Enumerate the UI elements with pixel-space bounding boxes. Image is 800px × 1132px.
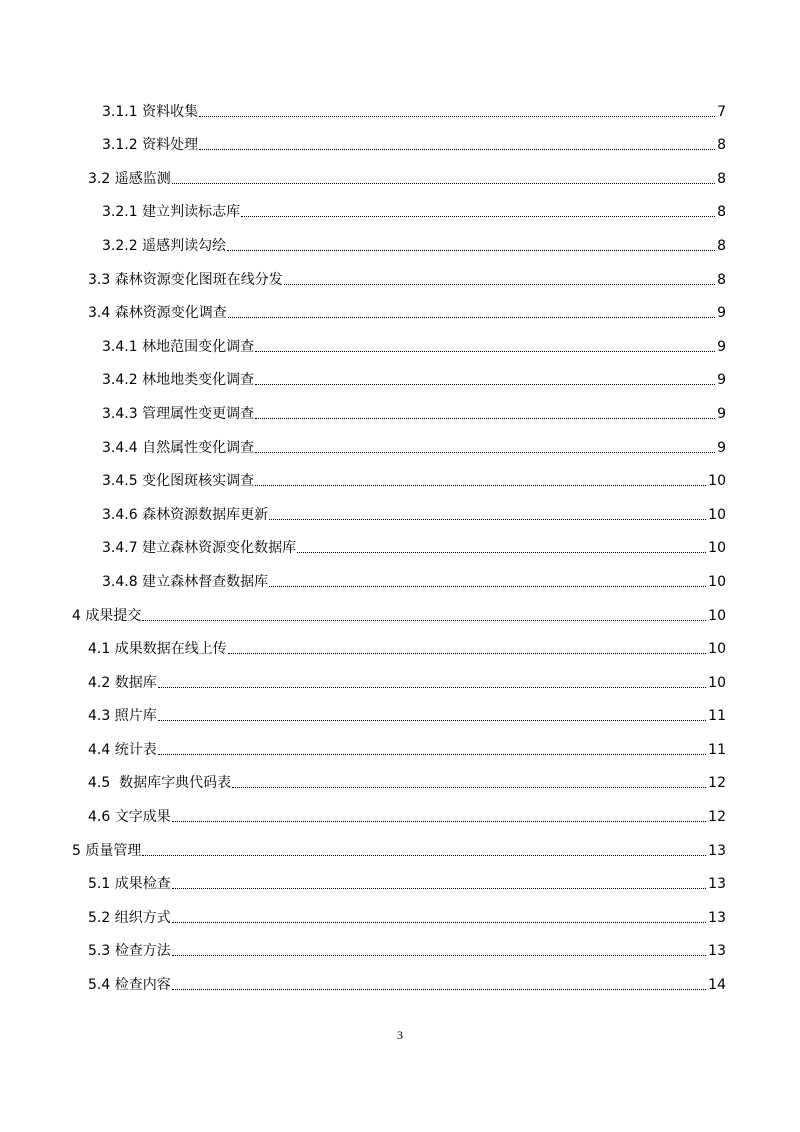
toc-entry-title: 5.4 检查内容 <box>88 977 171 994</box>
toc-entry-page: 14 <box>708 977 726 994</box>
toc-entry-page: 8 <box>717 237 726 254</box>
toc-entry-title: 3.2.2 遥感判读勾绘 <box>102 237 227 254</box>
toc-entry[interactable] <box>0 466 800 500</box>
toc-entry-title: 3.1.1 资料收集 <box>102 103 199 120</box>
toc-entry-title: 3.4.4 自然属性变化调查 <box>102 439 255 456</box>
toc-dot-leader <box>255 452 715 453</box>
toc-entry[interactable] <box>0 869 800 903</box>
toc-entry[interactable] <box>0 96 800 130</box>
toc-dot-leader <box>142 855 706 856</box>
toc-entry-page: 8 <box>717 170 726 187</box>
toc-entry-page: 12 <box>708 775 726 792</box>
toc-entry[interactable] <box>0 936 800 970</box>
toc-entry-page: 13 <box>708 876 726 893</box>
toc-entry-page: 13 <box>708 842 726 859</box>
toc-dot-leader <box>172 821 706 822</box>
toc-dot-leader <box>269 519 706 520</box>
toc-dot-leader <box>172 989 706 990</box>
toc-entry-title: 4.1 成果数据在线上传 <box>88 641 227 658</box>
toc-entry-page: 8 <box>717 271 726 288</box>
toc-entry[interactable] <box>0 230 800 264</box>
toc-entry-page: 9 <box>717 439 726 456</box>
toc-dot-leader <box>199 116 715 117</box>
toc-entry-title: 3.4.8 建立森林督查数据库 <box>102 573 269 590</box>
toc-dot-leader <box>255 351 715 352</box>
toc-entry[interactable] <box>0 566 800 600</box>
toc-entry-page: 7 <box>717 103 726 120</box>
toc-entry[interactable] <box>0 902 800 936</box>
toc-entry-page: 10 <box>708 674 726 691</box>
toc-entry-page: 9 <box>717 405 726 422</box>
toc-dot-leader <box>158 720 706 721</box>
toc-dot-leader <box>232 787 706 788</box>
toc-entry[interactable] <box>0 432 800 466</box>
toc-entry[interactable] <box>0 264 800 298</box>
toc-entry[interactable] <box>0 734 800 768</box>
toc-dot-leader <box>255 418 715 419</box>
toc-entry-title: 3.4.6 森林资源数据库更新 <box>102 506 269 523</box>
table-of-contents <box>0 96 800 1003</box>
toc-entry-page: 13 <box>708 943 726 960</box>
toc-entry-title: 3.4 森林资源变化调查 <box>88 305 227 322</box>
toc-entry-page: 12 <box>708 809 726 826</box>
toc-entry-title: 4.3 照片库 <box>88 708 157 725</box>
toc-entry[interactable] <box>0 331 800 365</box>
toc-entry[interactable] <box>0 768 800 802</box>
toc-entry-title: 3.2 遥感监测 <box>88 170 171 187</box>
toc-entry[interactable] <box>0 667 800 701</box>
toc-entry-title: 4.6 文字成果 <box>88 809 171 826</box>
toc-entry-page: 11 <box>708 708 726 725</box>
toc-entry[interactable] <box>0 801 800 835</box>
toc-dot-leader <box>158 687 706 688</box>
toc-dot-leader <box>284 284 715 285</box>
toc-entry-title: 3.1.2 资料处理 <box>102 137 199 154</box>
toc-entry-page: 9 <box>717 372 726 389</box>
toc-entry[interactable] <box>0 634 800 668</box>
toc-entry[interactable] <box>0 298 800 332</box>
toc-entry[interactable] <box>0 163 800 197</box>
toc-entry[interactable] <box>0 197 800 231</box>
toc-entry-title: 3.3 森林资源变化图斑在线分发 <box>88 271 283 288</box>
toc-dot-leader <box>172 183 715 184</box>
toc-entry-page: 10 <box>708 641 726 658</box>
toc-entry-title: 5.2 组织方式 <box>88 909 171 926</box>
toc-entry-title: 3.4.2 林地地类变化调查 <box>102 372 255 389</box>
toc-entry[interactable] <box>0 499 800 533</box>
toc-dot-leader <box>158 754 706 755</box>
toc-dot-leader <box>172 922 706 923</box>
toc-dot-leader <box>227 250 715 251</box>
toc-entry-title: 3.4.7 建立森林资源变化数据库 <box>102 540 297 557</box>
toc-entry-title: 5 质量管理 <box>72 842 142 859</box>
toc-dot-leader <box>255 485 706 486</box>
toc-entry-title: 3.2.1 建立判读标志库 <box>102 204 241 221</box>
toc-entry-page: 10 <box>708 573 726 590</box>
toc-entry-page: 9 <box>717 338 726 355</box>
toc-entry-page: 11 <box>708 741 726 758</box>
toc-entry-title: 4.4 统计表 <box>88 741 157 758</box>
toc-dot-leader <box>199 149 715 150</box>
toc-dot-leader <box>255 384 715 385</box>
toc-dot-leader <box>228 317 715 318</box>
toc-entry[interactable] <box>0 701 800 735</box>
toc-entry-page: 13 <box>708 909 726 926</box>
toc-entry-title: 4.5 数据库字典代码表 <box>88 775 232 792</box>
toc-entry-page: 10 <box>708 506 726 523</box>
toc-dot-leader <box>269 586 706 587</box>
toc-entry-title: 5.3 检查方法 <box>88 943 171 960</box>
toc-entry[interactable] <box>0 969 800 1003</box>
toc-entry[interactable] <box>0 600 800 634</box>
toc-dot-leader <box>172 888 706 889</box>
toc-entry-title: 4.2 数据库 <box>88 674 157 691</box>
toc-dot-leader <box>241 216 715 217</box>
page-number: 3 <box>397 1028 403 1042</box>
toc-entry-title: 4 成果提交 <box>72 607 142 624</box>
toc-entry[interactable] <box>0 835 800 869</box>
toc-entry-title: 5.1 成果检查 <box>88 876 171 893</box>
toc-entry[interactable] <box>0 398 800 432</box>
toc-entry-page: 8 <box>717 137 726 154</box>
toc-dot-leader <box>297 552 706 553</box>
toc-entry-page: 8 <box>717 204 726 221</box>
toc-entry[interactable] <box>0 533 800 567</box>
toc-dot-leader <box>172 955 706 956</box>
toc-entry-title: 3.4.1 林地范围变化调查 <box>102 338 255 355</box>
toc-dot-leader <box>142 620 706 621</box>
toc-entry-page: 10 <box>708 473 726 490</box>
toc-entry[interactable] <box>0 365 800 399</box>
toc-entry[interactable] <box>0 130 800 164</box>
toc-entry-page: 10 <box>708 607 726 624</box>
toc-entry-title: 3.4.5 变化图斑核实调查 <box>102 473 255 490</box>
toc-dot-leader <box>228 653 706 654</box>
toc-entry-page: 9 <box>717 305 726 322</box>
toc-entry-page: 10 <box>708 540 726 557</box>
toc-entry-title: 3.4.3 管理属性变更调查 <box>102 405 255 422</box>
